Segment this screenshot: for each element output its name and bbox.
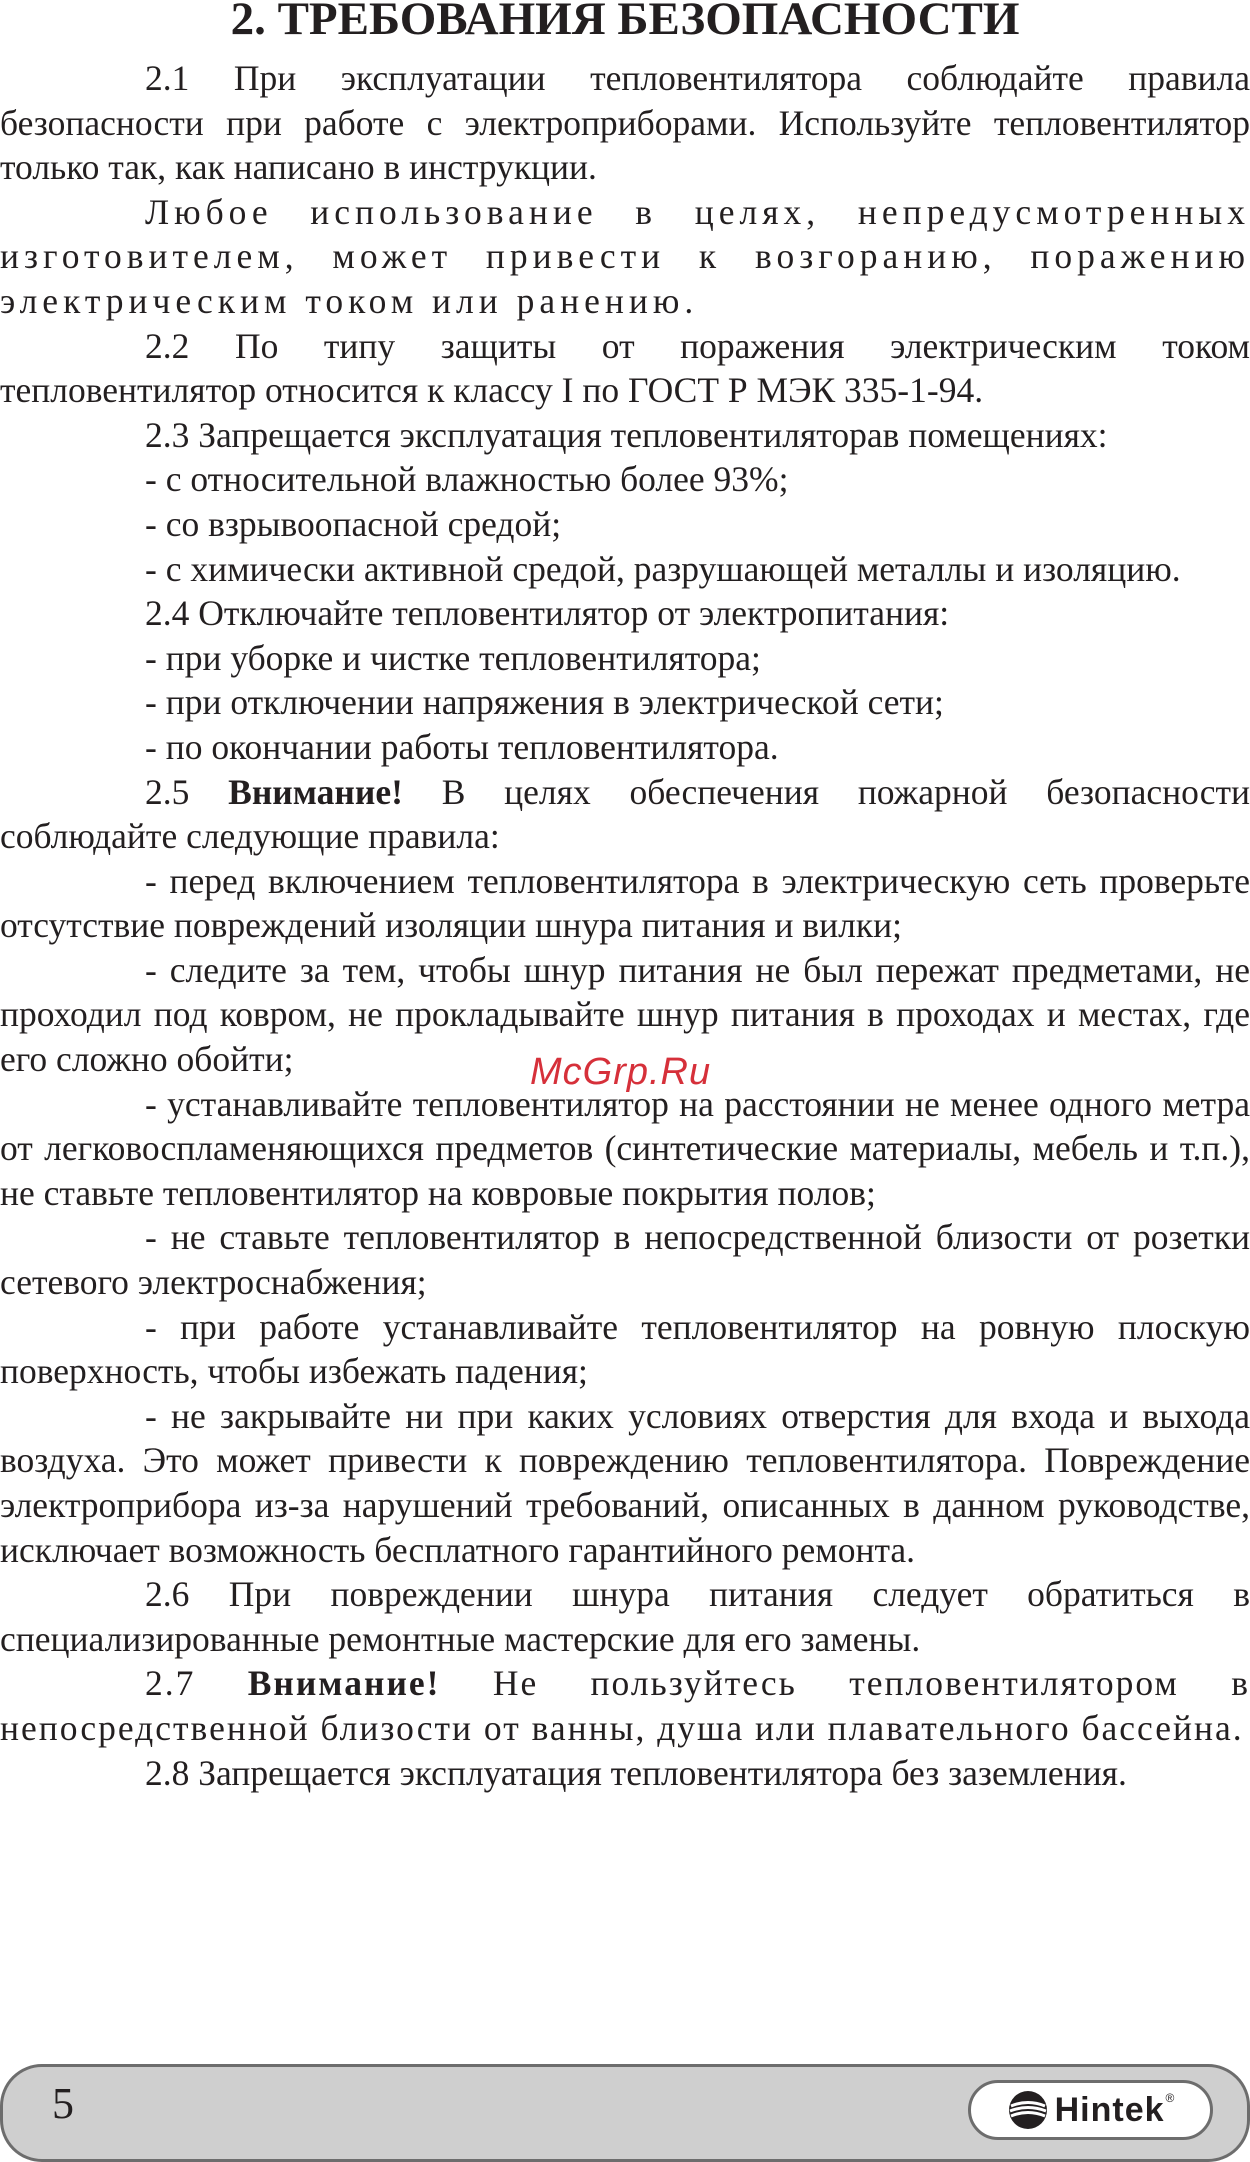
paragraph-2-1-note: Любое использование в целях, непредусмотренных изготовителем, может привести к возгоранию, поражению электрическим током или ранению. (0, 191, 1250, 321)
list-item: - не ставьте тепловентилятор в непосредственной близости от розетки сетевого электроснабжения; (0, 1217, 1250, 1303)
clause-number: 2.7 (145, 1663, 196, 1704)
paragraph-2-1: 2.1 При эксплуатации тепловентилятора соблюдайте правила безопасности при работе с электроприборами. Используйте тепловентилятор только так, как написано в инструкции. (0, 58, 1250, 188)
list-item: - при уборке и чистке тепловентилятора; (145, 637, 761, 678)
document-body (0, 56, 1250, 1795)
page-title: 2. ТРЕБОВАНИЯ БЕЗОПАСНОСТИ (230, 0, 1020, 45)
list-item: - устанавливайте тепловентилятор на расстоянии не менее одного метра от легковоспламеняющихся предметов (синтетические материалы, мебель и т.п.), не ставьте тепловентилятор на ковровые покрытия полов; (0, 1083, 1250, 1213)
list-item: - с относительной влажностью более 93%; (145, 459, 789, 500)
list-item: - по окончании работы тепловентилятора. (145, 726, 779, 767)
warning-label: Внимание! (228, 771, 403, 812)
paragraph-text: В целях обеспечения пожарной безопасности соблюдайте следующие правила: (0, 771, 1250, 857)
paragraph-text: Не пользуйтесь тепловентилятором в непосредственной близости от ванны, душа или плавательного бассейна. (0, 1663, 1250, 1748)
brand-logo (968, 2080, 1213, 2140)
list-item: - не закрывайте ни при каких условиях отверстия для входа и выхода воздуха. Это может привести к повреждению тепловентилятора. Повреждение электроприбора из-за нарушений требований, описанных в данном руководстве, исключает возможность бесплатного гарантийного ремонта. (0, 1395, 1250, 1570)
paragraph-2-2: 2.2 По типу защиты от поражения электрическим током тепловентилятор относится к классу I по ГОСТ Р МЭК 335-1-94. (0, 325, 1250, 411)
registered-mark: ® (1165, 2091, 1175, 2105)
list-item: - при работе устанавливайте тепловентилятор на ровную плоскую поверхность, чтобы избежать падения; (0, 1306, 1250, 1392)
paragraph-2-8: 2.8 Запрещается эксплуатация тепловентилятора без заземления. (145, 1752, 1127, 1793)
hintek-swirl-icon (1007, 2089, 1049, 2131)
list-item: - перед включением тепловентилятора в электрическую сеть проверьте отсутствие повреждений изоляции шнура питания и вилки; (0, 860, 1250, 946)
paragraph-2-4: 2.4 Отключайте тепловентилятор от электропитания: (145, 593, 950, 634)
paragraph-2-5 (0, 770, 1250, 859)
paragraph-2-7 (0, 1661, 1250, 1750)
warning-label: Внимание! (247, 1663, 441, 1704)
list-item: - со взрывоопасной средой; (145, 503, 562, 544)
list-item: - при отключении напряжения в электрической сети; (145, 682, 944, 723)
list-item: - с химически активной средой, разрушающей металлы и изоляцию. (145, 548, 1181, 589)
logo-text: Hintek (1054, 2090, 1165, 2129)
page-number: 5 (52, 2079, 74, 2128)
paragraph-2-6: 2.6 При повреждении шнура питания следует обратиться в специализированные ремонтные мастерские для его замены. (0, 1574, 1250, 1659)
paragraph-2-3: 2.3 Запрещается эксплуатация тепловентиляторав помещениях: (145, 414, 1108, 455)
list-item: - следите за тем, чтобы шнур питания не был пережат предметами, не проходил под ковром, не прокладывайте шнур питания в проходах и местах, где его сложно обойти; (0, 949, 1250, 1080)
clause-number: 2.5 (145, 771, 190, 812)
watermark: McGrp.Ru (530, 1051, 712, 1093)
